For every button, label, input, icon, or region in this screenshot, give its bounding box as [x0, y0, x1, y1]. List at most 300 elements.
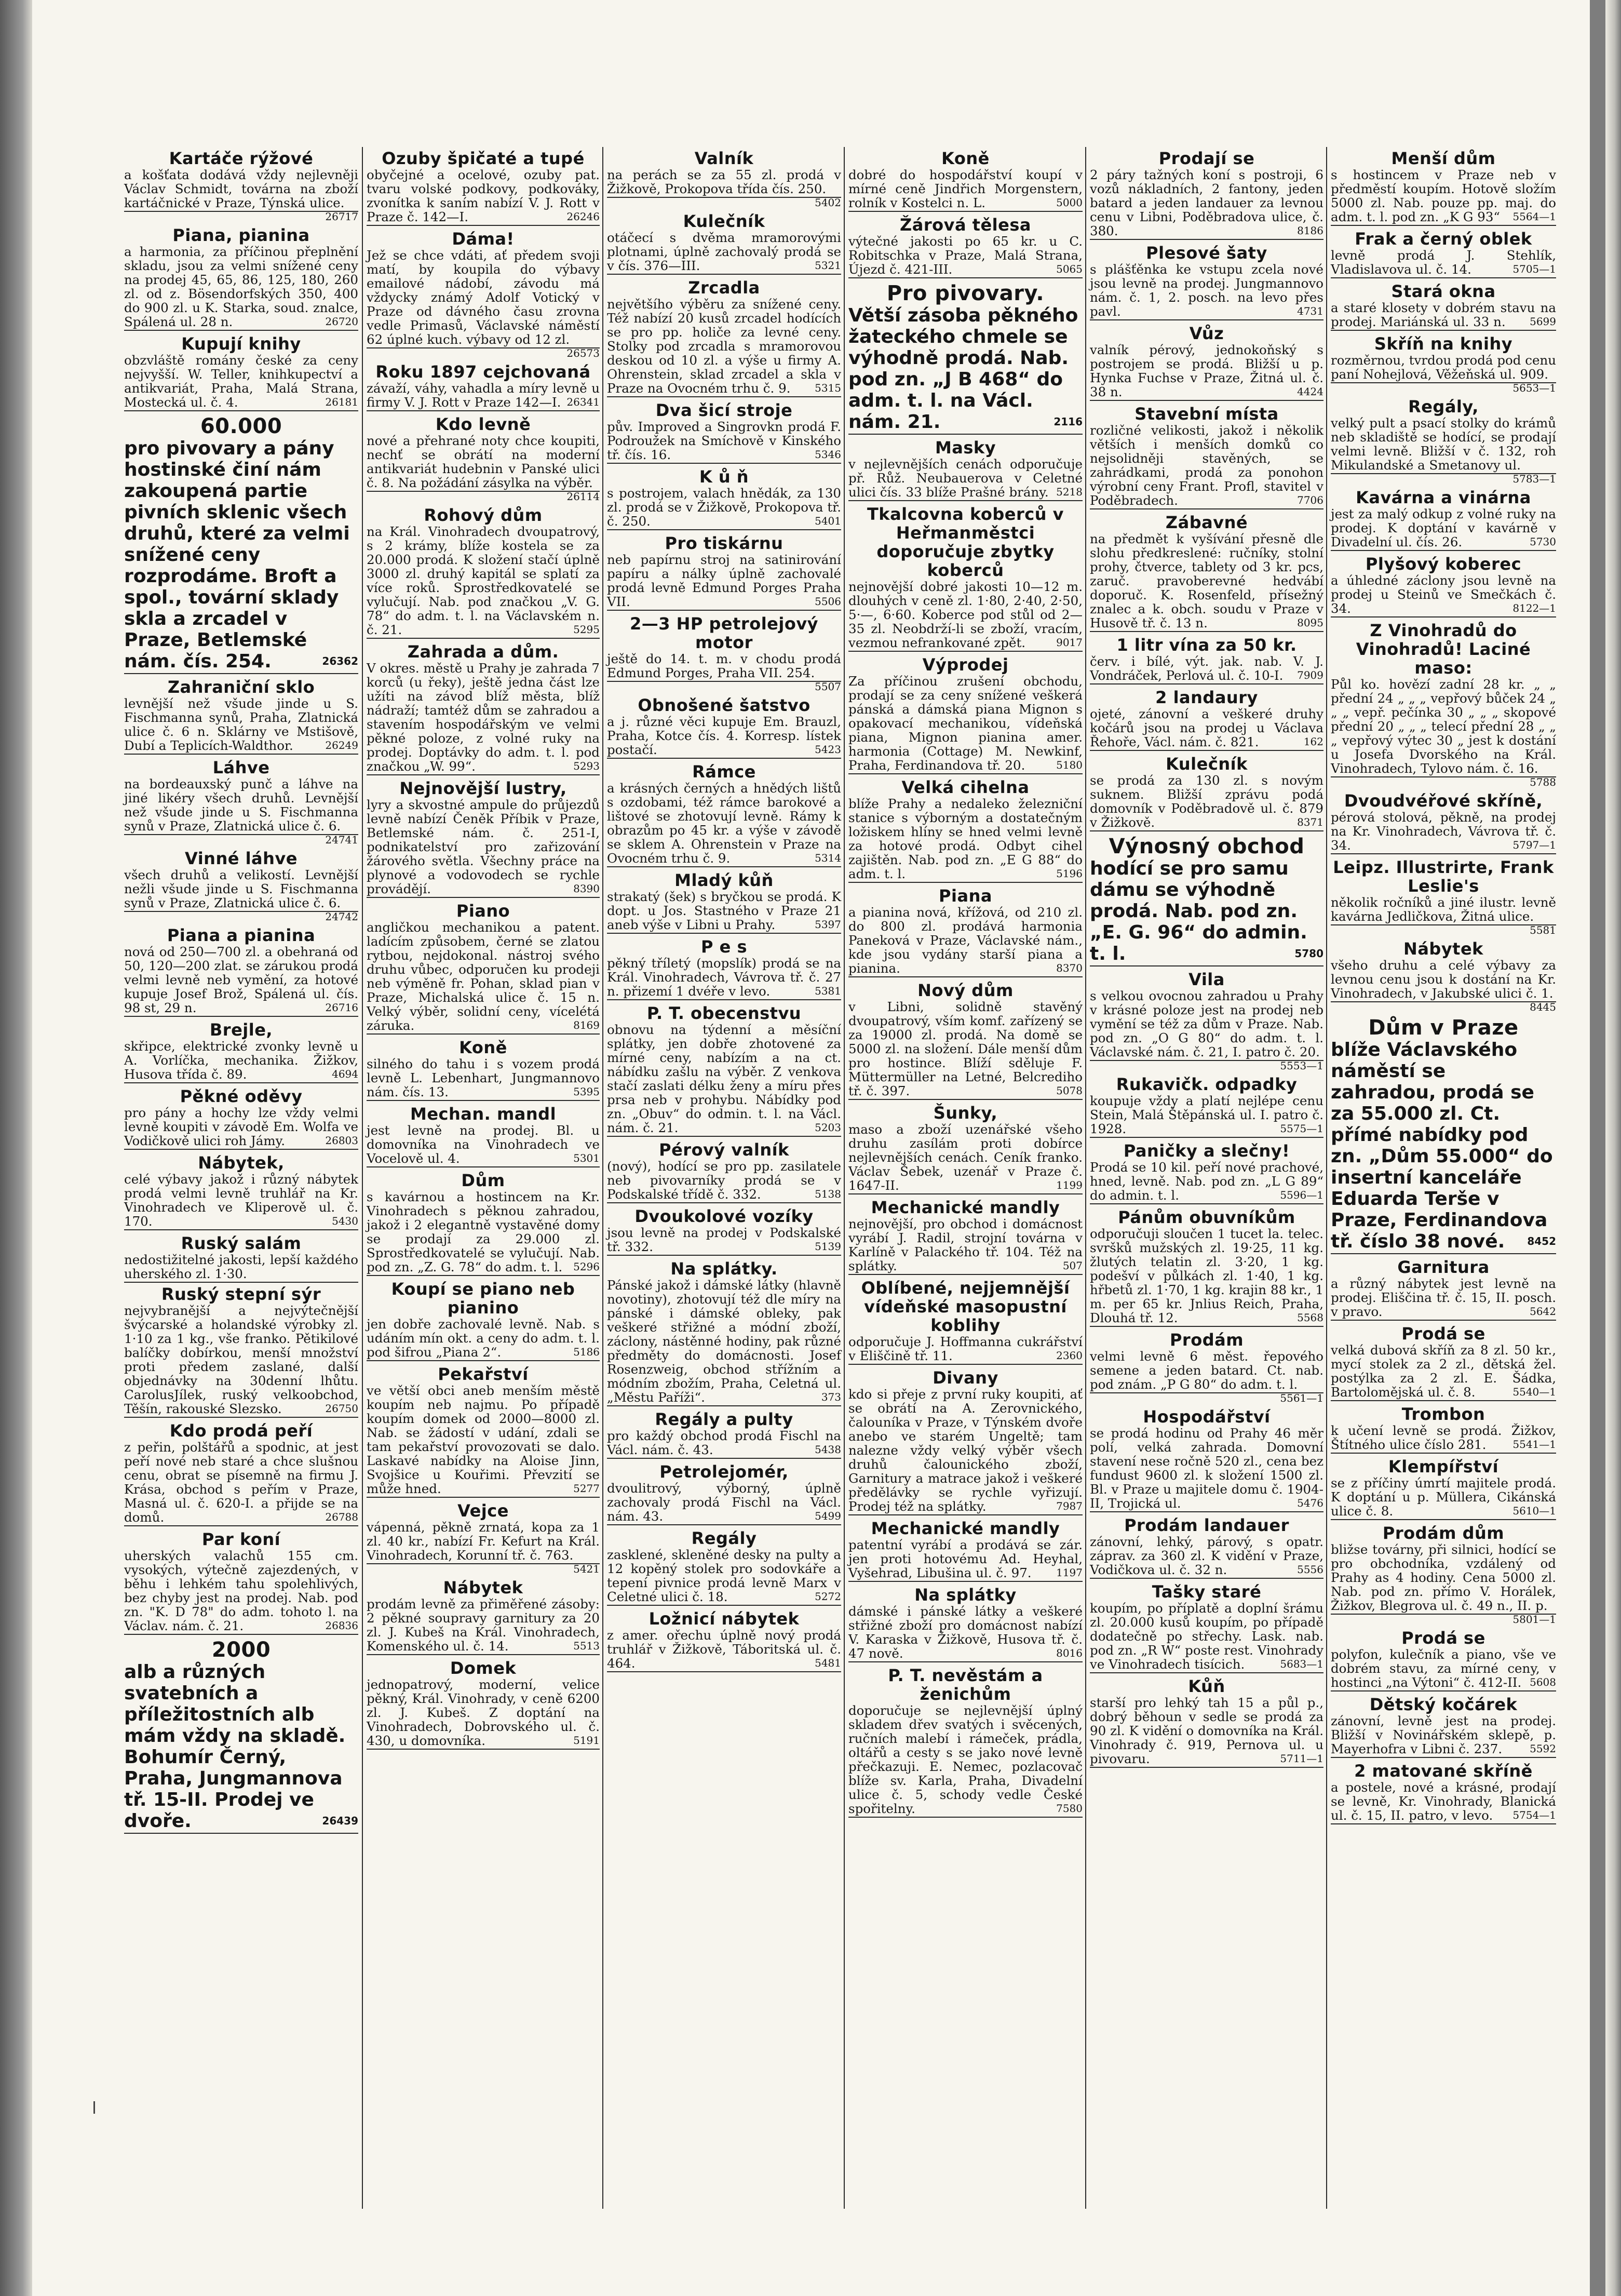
ad-number: 7580 — [1056, 1802, 1083, 1815]
ad-number: 26181 — [325, 396, 358, 408]
ad-title: Velká cihelna — [901, 777, 1030, 797]
ad-separator — [124, 1149, 358, 1150]
ad-text: pův. Improved a Singrovkn prodá F. Podroužek na Smíchově v Kinského tř. čís. 16. — [607, 419, 841, 462]
ad-text: prodám levně za přiměřené zásoby: 2 pěkné soupravy garnitury za 20 zl. J. Kubeš na Král. Vinohradech, Komenského ul. č. 14. — [367, 1596, 600, 1654]
classified-ad — [124, 1639, 358, 1835]
ad-number: 4731 — [1297, 305, 1323, 317]
ad-title: Rámce — [692, 762, 756, 782]
classified-ad — [124, 1285, 358, 1419]
ad-body — [1331, 573, 1556, 615]
classified-ad — [1331, 858, 1556, 937]
ad-body — [367, 1057, 600, 1099]
ad-separator — [124, 1634, 358, 1635]
ad-body — [607, 1023, 841, 1135]
ad-body — [1331, 895, 1556, 936]
classified-ad — [1090, 755, 1323, 833]
ad-title: Pro tiskárnu — [665, 533, 784, 553]
ad-body — [1090, 532, 1323, 630]
ad-body — [848, 905, 1083, 975]
ad-number: 5683—1 — [1280, 1658, 1323, 1670]
ad-body — [367, 661, 600, 773]
classified-ad — [1331, 1258, 1556, 1322]
ad-body — [1331, 353, 1557, 394]
ad-text: výtečné jakosti po 65 kr. u C. Robitschka v Praze, Malá Strana, Újezd č. 421-III. — [848, 234, 1083, 277]
ad-title: Leipz. Illustrirte, Frank Leslie's — [1333, 857, 1554, 896]
ad-separator — [1331, 616, 1556, 617]
ad-text: nejvybranější a nejvýtečnější švýcarské a holandské výrobky zl. 1·10 za 1 kg., vše franko. Pětikilové balíčky dobírkou, menší množství proti předem zaslané, další objednávky na 30denní lhůtu. CarolusJílek, ruský velkoobchod, Těšín, rakouské Slezsko. — [124, 1303, 358, 1416]
ad-separator — [1090, 683, 1323, 684]
ad-separator — [1331, 1453, 1556, 1454]
ad-body — [1331, 1780, 1556, 1822]
ad-separator — [607, 999, 841, 1000]
ad-number: 7706 — [1297, 494, 1323, 506]
ad-number: 5438 — [815, 1443, 841, 1456]
ad-title: Z Vinohradů do Vinohradů! Laciné maso: — [1356, 621, 1531, 678]
ad-number: 26788 — [325, 1511, 358, 1523]
ad-body — [367, 1190, 600, 1274]
ad-separator — [607, 681, 841, 682]
classified-ad — [367, 779, 600, 899]
ad-number: 5065 — [1056, 263, 1083, 275]
ad-body — [1331, 301, 1556, 329]
ad-number: 5564—1 — [1512, 210, 1556, 223]
classified-ad — [848, 655, 1083, 776]
ad-separator — [367, 897, 600, 898]
ad-body — [1331, 1343, 1556, 1399]
ad-title: Prodá se — [1401, 1324, 1485, 1344]
ad-separator — [1090, 1767, 1323, 1768]
classified-ad — [848, 887, 1083, 979]
ad-title: Garnitura — [1397, 1257, 1490, 1277]
ad-separator — [1090, 1672, 1323, 1673]
ad-title: Rohový dům — [424, 505, 543, 525]
classified-ad — [1090, 1208, 1323, 1328]
ad-separator — [1090, 750, 1323, 751]
ad-number: 5296 — [573, 1260, 600, 1273]
ad-separator — [1090, 965, 1323, 966]
ad-text: jsou levně na prodej v Podskalské tř. 332. — [607, 1225, 841, 1254]
ad-title: Frak a černý oblek — [1355, 229, 1532, 249]
ad-body — [1090, 707, 1323, 749]
ad-number: 5000 — [1056, 196, 1083, 209]
page-edge — [1605, 0, 1621, 2296]
ad-body — [848, 1703, 1083, 1816]
ad-title: Výprodej — [922, 655, 1009, 675]
ad-number: 5277 — [573, 1482, 600, 1495]
ad-text: (nový), hodící se pro pp. zasilatele neb pivovarníky prodá se v Podskalské třídě č. 332. — [607, 1159, 841, 1202]
ad-text: maso a zboží uzenářské všeho druhu zasílám proti dobírce nejlevnějších cenách. Ceník franko. Václav Šebek, uzenář v Praze č. 1647-II. — [848, 1122, 1083, 1193]
ad-body — [607, 297, 841, 395]
classified-ad — [1331, 555, 1556, 619]
classified-ad — [607, 278, 841, 399]
ad-text: pěkný tříletý (mopslík) prodá se na Král. Vinohradech, Vávrova tř. č. 27 n. přizemí 1 dvéře v levo. — [607, 956, 841, 999]
classified-ad — [124, 226, 358, 332]
classified-ad — [124, 849, 358, 924]
ad-title: Tkalcovna koberců v Heřmanměstci doporučuje zbytky koberců — [867, 504, 1064, 580]
ad-title: Tašky staré — [1152, 1582, 1262, 1602]
ad-title: Mechanické mandly — [871, 1519, 1060, 1538]
ad-title: 2000 — [211, 1638, 271, 1662]
classified-ad — [1331, 1695, 1556, 1760]
ad-number: 7909 — [1297, 669, 1323, 681]
ad-number: 26836 — [325, 1619, 358, 1632]
ad-body — [1331, 810, 1556, 852]
classified-ad — [848, 1666, 1083, 1819]
classified-ad — [848, 1104, 1083, 1196]
ad-title: Prodám dům — [1382, 1523, 1505, 1543]
classified-ad — [1331, 1324, 1556, 1403]
ad-separator — [1090, 1203, 1323, 1204]
ad-number: 26341 — [566, 396, 600, 408]
ad-separator — [1090, 1137, 1323, 1138]
ad-body — [1090, 1227, 1323, 1325]
classified-ad — [124, 678, 358, 756]
classified-ad — [607, 937, 841, 1002]
ad-title: Kartáče rýžové — [169, 149, 314, 168]
classified-ad — [607, 149, 841, 210]
classified-ad — [1090, 1516, 1323, 1580]
classified-ad — [607, 534, 841, 612]
ad-body — [367, 525, 600, 637]
ad-title: K ů ň — [699, 467, 749, 487]
ad-separator — [607, 1202, 841, 1203]
ad-number: 2116 — [1053, 415, 1083, 428]
ad-title: Dvoukolové vozíky — [634, 1206, 814, 1226]
classified-ad — [848, 216, 1083, 280]
ad-separator — [1331, 1519, 1556, 1520]
ad-separator — [848, 976, 1083, 977]
classified-ad — [1331, 230, 1556, 280]
classified-ad — [848, 778, 1083, 884]
ad-title: Láhve — [212, 758, 270, 777]
ad-number: 5402 — [815, 196, 841, 209]
ad-text: hodící se pro samu dámu se výhodně prodá. Nab. pod zn. „E. G. 96“ do admin. t. l. — [1090, 858, 1307, 964]
ad-text: bližse továrny, při silnici, hodící se pro obchodníka, vzdálený od Prahy as 4 hodiny. Cena 5000 zl. Nab. pod zn. přímo V. Horálek, Žižkov, Blegrova ul. č. 49 n., II. p. — [1331, 1542, 1556, 1613]
ad-separator — [1331, 924, 1556, 925]
ad-body — [124, 353, 358, 409]
ad-number: 7987 — [1056, 1500, 1083, 1512]
ad-text: s velkou ovocnou zahradou u Prahy v krásné poloze jest na prodej neb vymění se též za dům v Praze. Nab. pod zn. „O G 80“ do adm. t. l. Václavské nám. č. 21, I. patro č. 20. — [1090, 988, 1323, 1059]
ad-separator — [1331, 277, 1556, 278]
ad-title: Na splátky. — [670, 1259, 778, 1279]
ad-title: Masky — [935, 438, 996, 458]
ad-title: 2 landaury — [1155, 688, 1258, 707]
classified-ad — [367, 1365, 600, 1499]
ad-number: 26716 — [325, 1001, 358, 1014]
ad-number: 5780 — [1294, 947, 1323, 960]
ad-text: vápenná, pěkně zrnatá, kopa za 1 zl. 40 kr., nabízí Fr. Kefurt na Král. Vinohradech, Korunní tř. č. 763. — [367, 1520, 600, 1563]
ad-separator — [848, 1274, 1083, 1275]
ad-column — [1326, 147, 1560, 2209]
ad-body — [1331, 168, 1556, 224]
ad-text: velká dubová skříň za 8 zl. 50 kr., mycí stolek za 2 zl., dětská žel. postýlka za 2 zl. E. Šádka, Bartolomějská ul. č. 8. — [1331, 1342, 1556, 1400]
ad-text: nejnovější dobré jakosti 10—12 m. dlouhých v ceně zl. 1·80, 2·40, 2·50, 5·—, 6·60. Koberce pod stůl od 2—35 zl. Neobdrží-li se zboží, vracím, vezmou nefrankované zpět. — [848, 579, 1083, 650]
ad-title: Kdo prodá peří — [169, 1421, 313, 1441]
ad-separator — [848, 882, 1083, 883]
ad-number: 5421 — [573, 1563, 600, 1575]
classified-ad — [1331, 149, 1556, 227]
ad-title: Trombon — [1401, 1404, 1485, 1424]
ad-text: celé výbavy jakož i různý nábytek prodá velmi levně truhlář na Kr. Vinohradech ve Kliperově ul. č. 170. — [124, 1172, 358, 1229]
ad-body — [607, 1548, 841, 1604]
ad-title: Plesové šaty — [1146, 243, 1267, 263]
ad-column — [362, 147, 603, 2209]
ad-text: jen dobře zachovalé levně. Nab. s udáním mín okt. a ceny do adm. t. l. pod šifrou „Piana 2“. — [367, 1317, 600, 1360]
ad-number: 26439 — [322, 1815, 358, 1827]
ad-title: Nábytek — [1403, 939, 1483, 959]
ad-body — [367, 1317, 600, 1359]
ad-title: 2 matované skříně — [1354, 1761, 1533, 1781]
ad-title: Zahrada a dům. — [407, 642, 559, 662]
ad-title: Klempířství — [1388, 1457, 1499, 1476]
classified-ad — [124, 1087, 358, 1151]
ad-body — [848, 168, 1083, 210]
ad-title: Na splátky — [914, 1585, 1017, 1605]
classified-ad — [1090, 1582, 1323, 1675]
ad-body — [848, 1217, 1083, 1273]
ad-title: Mladý kůň — [674, 870, 774, 890]
ad-body — [367, 1677, 600, 1748]
ad-title: Koupí se piano neb pianino — [391, 1279, 575, 1318]
ad-text: jest za malý odkup z volné ruky na prodej. K doptání v kavárně v Divadelní ul. čís. 26. — [1331, 506, 1556, 549]
ad-title: Kdo levně — [435, 414, 531, 434]
ad-separator — [367, 410, 600, 411]
classified-ad — [607, 1207, 841, 1257]
ad-title: Kůň — [1188, 1676, 1225, 1696]
ad-number: 8186 — [1297, 224, 1323, 237]
ad-title: Vejce — [457, 1501, 509, 1521]
ad-number: 26362 — [322, 655, 358, 667]
ad-title: P e s — [701, 937, 747, 957]
ad-title: Zahraniční sklo — [167, 677, 315, 697]
ad-text: jest levně na prodej. Bl. u domovníka na Vinohradech ve Vocelově ul. 4. — [367, 1123, 600, 1166]
ad-number: 9017 — [1056, 636, 1083, 649]
classified-ad — [1090, 1331, 1323, 1405]
ad-body — [848, 1335, 1083, 1363]
ad-number: 5481 — [815, 1657, 841, 1669]
ad-column — [844, 147, 1086, 2209]
classified-ad — [1090, 835, 1323, 968]
ad-number: 8390 — [573, 882, 600, 895]
ad-separator — [367, 1166, 600, 1167]
ad-separator — [848, 773, 1083, 774]
ad-separator — [1331, 776, 1556, 777]
classified-ad — [367, 506, 600, 640]
ad-body — [607, 1481, 841, 1523]
ad-number: 5610—1 — [1512, 1505, 1556, 1517]
ad-title: Nábytek, — [198, 1153, 285, 1173]
ad-title: Plyšový koberec — [1365, 554, 1522, 574]
ad-text: s postrojem, valach hnědák, za 130 zl. prodá se v Žižkově, Prokopova tř. č. 250. — [607, 486, 841, 529]
ad-title: Pérový valník — [659, 1140, 789, 1160]
ad-body — [848, 1538, 1083, 1580]
ad-number: 5540—1 — [1512, 1386, 1556, 1398]
ad-text: doporučuje se nejlevnější úplný skladem dřev svatých i svěcených, ručních malebí i rámeček, prádla, oltářů a cesty s se jako nové levně přečkazuji. E. Nemec, pozlacovač blíže sv. Karla, Praha, Divadelní ulice č. 5, schody vedle České spořitelny. — [848, 1703, 1083, 1816]
ad-title: Koně — [941, 149, 990, 168]
ad-title: Mechan. mandl — [410, 1104, 557, 1124]
ad-number: 8370 — [1056, 962, 1083, 974]
ad-body — [1331, 1424, 1556, 1452]
ad-text: a postele, nové a krásné, prodají se levně, Kr. Vinohrady, Blanická ul. č. 15, II. patro, v levo. — [1331, 1780, 1556, 1823]
classified-ad — [848, 149, 1083, 213]
ad-body — [607, 167, 841, 209]
ad-text: z amer. ořechu úplně nový prodá truhlář v Žižkově, Táboritská ul. č. 464. — [607, 1628, 841, 1671]
ad-text: blíže Václavského náměstí se zahradou, prodá se za 55.000 zl. Ct. přímé nabídky pod zn. „Dům 55.000“ do insertní kanceláře Eduarda Terše v Praze, Ferdinandova tř. číslo 38 nové. — [1331, 1039, 1553, 1252]
classified-ad — [1331, 1629, 1556, 1693]
ad-title: Ložnicí nábytek — [649, 1609, 800, 1629]
ad-text: ještě do 14. t. m. v chodu prodá Edmund Porges, Praha VII. 254. — [607, 651, 841, 680]
ad-title: Stavební místa — [1134, 404, 1279, 424]
ad-separator — [1090, 631, 1323, 632]
classified-ad — [1331, 397, 1556, 486]
classified-ad — [367, 902, 600, 1036]
ad-number: 507 — [1062, 1259, 1083, 1272]
classified-ad — [1331, 282, 1556, 332]
ad-number: 26717 — [325, 210, 358, 223]
ad-separator — [367, 1033, 600, 1035]
ad-body — [367, 1520, 600, 1575]
ad-text: Půl ko. hovězí zadní 28 kr. „ „ přední 24 „ „ „ vepřový bůček 24 „ „ „ vepř. pečínka 30 „ „ „ skopové přední 20 „ „ „ telecí přední 28 „ „ „ vepřový výtec 30 „ jest k dostání u Josefa Dvorského na Král. Vinohradech, Tylovo nám. č. 16. — [1331, 677, 1556, 776]
ad-number: 5314 — [815, 852, 841, 864]
ad-number: 5797—1 — [1512, 839, 1556, 851]
newspaper-page — [32, 0, 1590, 2296]
ad-number: 5653—1 — [1512, 382, 1556, 394]
ad-separator — [124, 1525, 358, 1526]
ad-body — [1090, 168, 1323, 238]
ad-number: 5506 — [815, 595, 841, 608]
ad-title: Vůz — [1189, 324, 1224, 343]
ad-text: a úhledné záclony jsou levně na prodej u Steinů ve Smečkách č. 34. — [1331, 573, 1556, 616]
ad-body — [1331, 1277, 1556, 1319]
ad-text: obnovu na týdenní a měsíční splátky, jen dobře zhotovené za mírné ceny, nabízím a na ct. nábídku zašlu na výběr. Z venkova stačí zaslati délku ženy a míru přes prsa neb v prohybu. Nábídky pod zn. „Obuv“ do odmin. t. l. na Václ. nám. č. 21. — [607, 1022, 841, 1135]
ad-body — [1331, 1714, 1556, 1756]
ad-separator — [1090, 1511, 1323, 1512]
classified-ad — [848, 981, 1083, 1102]
ad-separator — [1331, 330, 1556, 331]
classified-ad — [848, 1198, 1083, 1277]
ad-number: 5430 — [332, 1215, 358, 1227]
ad-number: 26573 — [566, 347, 600, 359]
ad-body — [848, 457, 1083, 499]
ad-title: Regály, — [1408, 397, 1479, 417]
ad-title: Stará okna — [1391, 281, 1496, 301]
classified-ad — [607, 614, 841, 694]
ad-text: pro každý obchod prodá Fischl na Václ. nám. č. 43. — [607, 1428, 841, 1457]
ad-body — [1331, 507, 1556, 549]
ad-body — [367, 1597, 600, 1653]
ad-body — [607, 1278, 841, 1404]
ad-number: 5301 — [573, 1152, 600, 1164]
ad-title: Kulečník — [1166, 754, 1248, 774]
ad-text: všech druhů a velikostí. Levnější nežli všude jinde u S. Fischmanna synů v Praze, Zlatnická ulice č. 6. — [124, 867, 358, 910]
ad-title: Regály a pulty — [655, 1409, 793, 1429]
ad-title: Šunky, — [933, 1103, 998, 1123]
ad-text: blíže Prahy a nedaleko železniční stanice s výborným a dostatečným ložiskem hlíny se hned velmi levně za hotové prodá. Odbyt cihel zajištěn. Nab. pod zn. „E G 88“ do adm. t. l. — [848, 796, 1083, 881]
classified-ad — [607, 1529, 841, 1607]
ad-number: 5608 — [1530, 1676, 1556, 1688]
ad-separator — [848, 1099, 1083, 1100]
ad-text: nové a přehrané noty chce koupiti, nechť se obrátí na moderní antikvariát hudebnin v Panské ulici č. 8. Na požádání zásylka na výběr. — [367, 433, 600, 490]
classified-ad — [124, 1530, 358, 1636]
ad-number: 5191 — [573, 1734, 600, 1747]
ad-body — [124, 1106, 358, 1148]
ad-text: rozličné velikosti, jakož i několik větších i menších domků co nejsolidněji stavěných, se zahrádkami, prodá za ponohon výrobní ceny Frant. Profl, stavitel v Poděbradech. — [1090, 423, 1323, 508]
ad-number: 8169 — [573, 1019, 600, 1031]
ad-text: nejnovější, pro obchod i domácnost vyrábí J. Radil, strojní továrna v Karlíně v Palackého tř. 104. Též na splátky. — [848, 1216, 1083, 1273]
classified-ad — [848, 1279, 1083, 1366]
ad-separator — [124, 1229, 358, 1230]
ad-text: silného do tahu i s vozem prodá levně L. Lebenhart, Jungmannovo nám. čís. 13. — [367, 1056, 600, 1099]
classified-ad — [848, 1368, 1083, 1517]
ad-separator — [367, 1654, 600, 1655]
ad-body — [607, 890, 841, 932]
ad-text: otáčecí s dvěma mramorovými plotnami, úplně zachovalý prodá se v čís. 376—III. — [607, 230, 841, 273]
ad-separator — [1090, 830, 1323, 831]
classified-ad — [367, 1578, 600, 1657]
ad-separator — [607, 274, 841, 275]
ad-separator — [124, 1417, 358, 1418]
ad-body — [607, 781, 841, 865]
ad-text: na předmět k vyšívání přesně dle slohu předkreslené: ručníky, stolní prohy, čtverce, tablety od 3 kr. pcs, zaruč. pravoberevné hedvábí doporuč. K. Rosenfeld, přísežný znalec a k. obch. soudu v Praze v Husově tř. č. 13 n. — [1090, 531, 1323, 630]
ad-number: 2360 — [1056, 1349, 1083, 1362]
ad-separator — [124, 754, 358, 755]
ad-separator — [367, 1749, 600, 1750]
ad-separator — [607, 197, 841, 198]
ad-title: 60.000 — [200, 414, 282, 438]
ad-separator — [607, 463, 841, 464]
ad-body — [367, 433, 600, 503]
ad-text: s plášťěnka ke vstupu zcela nové jsou levně na prodej. Jungmannovo nám. č. 1, 2. posch. na levo přes pavl. — [1090, 262, 1323, 319]
ad-number: 162 — [1303, 735, 1323, 748]
ad-separator — [1331, 1400, 1556, 1401]
ad-number: 5711—1 — [1280, 1752, 1323, 1765]
ad-body — [848, 1000, 1083, 1098]
ad-number: 5295 — [573, 623, 600, 636]
classified-ad — [124, 1021, 358, 1085]
ad-text: skřipce, elektrické zvonky levně u A. Vorlíčka, mechanika. Žižkov, Husova třída č. 89. — [124, 1039, 358, 1082]
ad-text: polyfon, kulečník a piano, vše ve dobrém stavu, za mírné ceny, v hostinci „na Výtoni“ č. 412-II. — [1331, 1647, 1556, 1690]
ad-number: 26246 — [566, 210, 600, 223]
ad-body — [607, 1159, 841, 1201]
ad-separator — [607, 1255, 841, 1256]
classified-ad — [848, 505, 1083, 653]
ad-title: Roku 1897 cejchovaná — [375, 362, 591, 382]
ad-title: Piana a pianina — [167, 925, 316, 945]
ad-text: s kavárnou a hostincem na Kr. Vinohradech s pěknou zahradou, jakož i 2 elegantně vystavěné domy se prodají za 29.000 zl. Sprostředkovatelé se vylučují. Nab. pod zn. „Z. G. 78“ do adm. t. l. — [367, 1189, 600, 1274]
ad-text: a různý nábytek jest levně na prodej. Eliščina tř. č. 15, II. posch. v pravo. — [1331, 1276, 1556, 1319]
ad-body — [607, 231, 841, 273]
ad-separator — [124, 1282, 358, 1283]
ad-number: 5556 — [1297, 1563, 1323, 1576]
classified-ad — [1090, 324, 1323, 402]
ad-title: Zábavné — [1165, 513, 1248, 532]
ad-number: 5346 — [815, 448, 841, 461]
ad-text: největšího výběru za snížené ceny. Též nabízí 20 kusů zrcadel hodících se pro pp. holiče za levné ceny. Stolky pod zrcadla s mramorovou deskou od 10 zl. a výše u firmy A. Ohrenstein, sklad zrcadel a skla v Praze na Ovocném trhu č. 9. — [607, 297, 841, 396]
ad-separator — [124, 330, 358, 331]
ad-body — [1090, 1349, 1323, 1404]
ad-body — [367, 248, 600, 359]
ad-separator — [607, 1605, 841, 1606]
ad-title: Vinné láhve — [185, 849, 298, 868]
ad-separator — [367, 1275, 600, 1276]
ad-number: 5180 — [1056, 759, 1083, 771]
ad-title: Koně — [459, 1038, 507, 1057]
ad-text: alb a různých svatebních a příležitostních alb mám vždy na skladě. Bohumír Černý, Praha, Jungmannova tř. 15-II. Prodej ve dvoře. — [124, 1661, 346, 1832]
ad-text: dvoulitrový, výborný, úplně zachovaly prodá Fischl na Václ. nám. 43. — [607, 1481, 841, 1524]
ad-title: Dětský kočárek — [1369, 1695, 1518, 1714]
ad-number: 5401 — [815, 515, 841, 527]
ad-text: a j. různé věci kupuje Em. Brauzl, Praha, Kotce čís. 4. Korresp. lístek postačí. — [607, 714, 841, 757]
